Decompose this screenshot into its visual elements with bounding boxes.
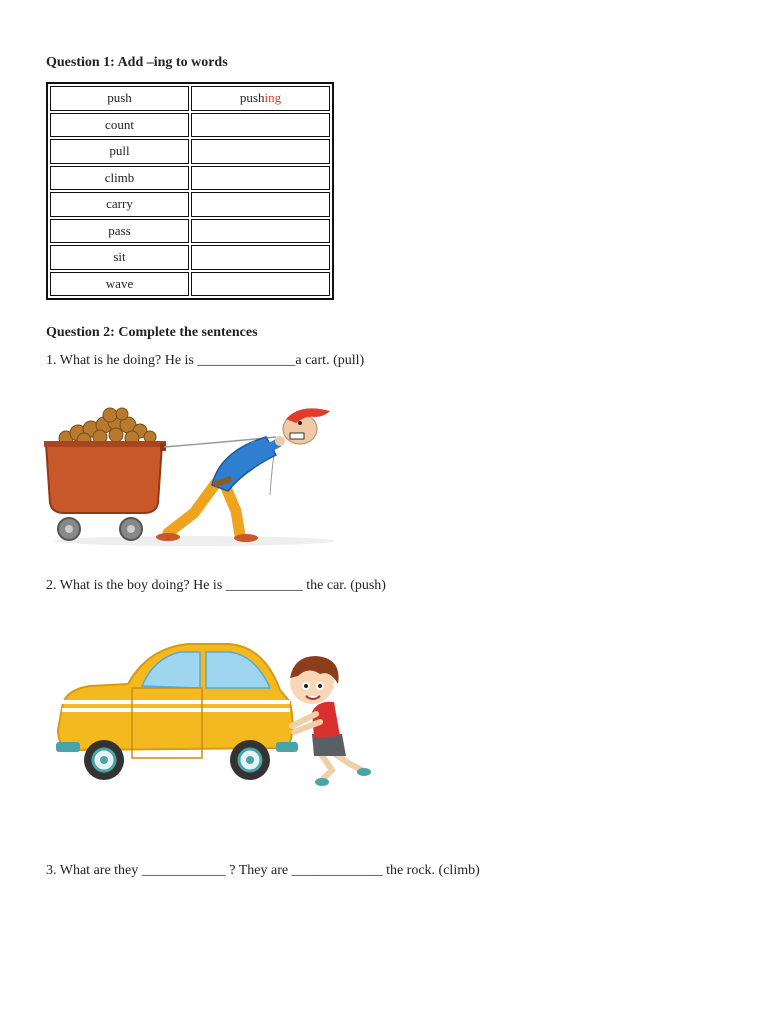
word-table-row	[50, 166, 330, 191]
base-word-cell: wave	[50, 272, 189, 297]
word-table-row	[50, 272, 330, 297]
sentence-1: 1. What is he doing? He is ______________a cart. (pull)	[46, 353, 365, 368]
word-table-row	[50, 86, 330, 111]
ing-form-cell[interactable]	[191, 272, 330, 297]
ing-form-cell[interactable]	[191, 219, 330, 244]
base-word-cell: pull	[50, 139, 189, 164]
ing-form-cell[interactable]	[191, 86, 330, 111]
word-table-row	[50, 139, 330, 164]
base-word-cell: climb	[50, 166, 189, 191]
man-pulling-cart-illustration	[44, 395, 336, 555]
question1-title: Question 1: Add –ing to words	[46, 55, 228, 70]
ing-form-cell[interactable]	[191, 245, 330, 270]
ing-form-cell[interactable]	[191, 166, 330, 191]
boy-pushing-car-illustration	[50, 630, 380, 800]
word-table-row	[50, 113, 330, 138]
word-table-row	[50, 245, 330, 270]
sentence-2: 2. What is the boy doing? He is ___________ the car. (push)	[46, 578, 386, 593]
base-word-cell: pass	[50, 219, 189, 244]
base-word-cell: push	[50, 86, 189, 111]
ing-form-cell[interactable]	[191, 113, 330, 138]
answer-base: push	[239, 90, 265, 106]
base-word-cell: sit	[50, 245, 189, 270]
sentence-3: 3. What are they ____________ ? They are _____________ the rock. (climb)	[46, 863, 480, 878]
word-table-row	[50, 219, 330, 244]
word-table-row	[50, 192, 330, 217]
word-table	[46, 82, 334, 300]
question2-title: Question 2: Complete the sentences	[46, 325, 258, 340]
base-word-cell: carry	[50, 192, 189, 217]
ing-form-cell[interactable]	[191, 139, 330, 164]
answer-suffix: ing	[264, 90, 282, 106]
base-word-cell: count	[50, 113, 189, 138]
ing-form-cell[interactable]	[191, 192, 330, 217]
